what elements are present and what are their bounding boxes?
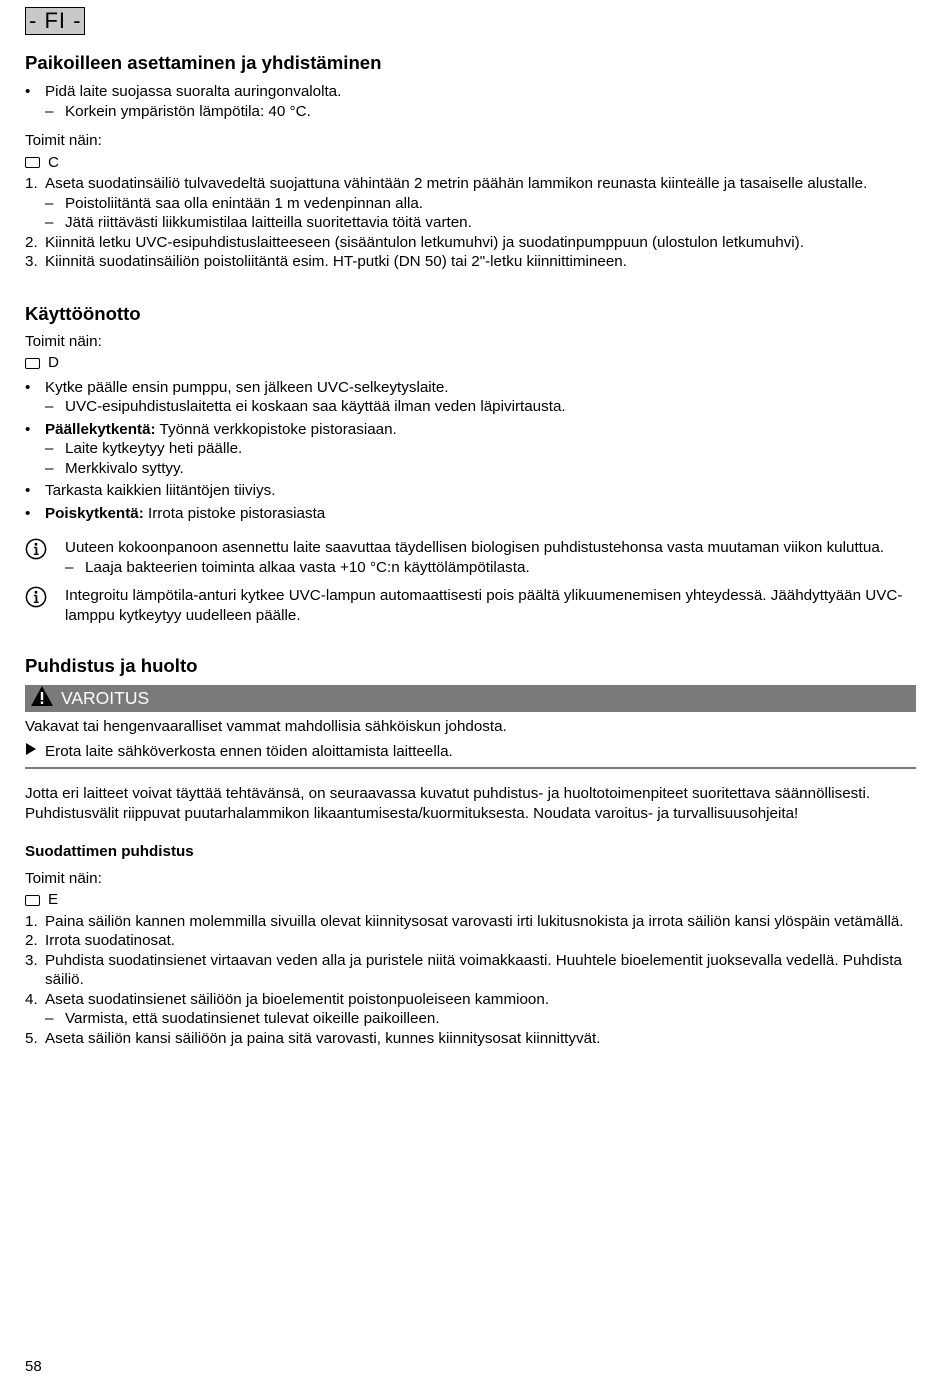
- info-note: [25, 538, 916, 577]
- step-item: [25, 233, 916, 253]
- step-item: [25, 1029, 916, 1049]
- step-number: 4.: [25, 990, 38, 1008]
- figure-reference: [25, 890, 916, 910]
- step-text: Kiinnitä letku UVC-esipuhdistuslaitteeseen (sisääntulon letkumuhvi) ja suodatinpumppuun (ulostulon letkumuhvi).: [45, 233, 804, 251]
- bullet-icon: •: [25, 504, 31, 522]
- warning-label: VAROITUS: [61, 687, 150, 708]
- warning-bar: [25, 685, 916, 712]
- dash-icon: –: [65, 558, 74, 576]
- figure-reference: [25, 153, 916, 173]
- sub-list-item: [25, 102, 916, 122]
- instruction-lead: Toimit näin:: [25, 869, 102, 887]
- figure-label: D: [48, 354, 59, 371]
- language-tab: [25, 7, 916, 35]
- sub-list-item-text: Poistoliitäntä saa olla enintään 1 m vedenpinnan alla.: [65, 194, 423, 212]
- info-text: Uuteen kokoonpanoon asennettu laite saavuttaa täydellisen biologisen puhdistustehonsa vasta muutaman viikon kuluttua.: [65, 539, 884, 556]
- step-item: [25, 252, 916, 272]
- sub-list-item: [25, 439, 916, 459]
- figure-icon: [25, 157, 40, 168]
- bullet-icon: •: [25, 420, 31, 438]
- list-item-text: Kytke päälle ensin pumppu, sen jälkeen UVC-selkeytyslaite.: [45, 378, 449, 396]
- info-icon: [25, 586, 65, 625]
- sub-list-item: [25, 1009, 916, 1029]
- sub-list-item-text: Varmista, että suodatinsienet tulevat oikeille paikoilleen.: [65, 1010, 440, 1027]
- dash-icon: –: [45, 194, 54, 212]
- sub-list-item: [65, 558, 884, 578]
- subsection-title-filter-cleaning: Suodattimen puhdistus: [25, 843, 194, 860]
- step-item: [25, 912, 916, 932]
- list-item-rest: Irrota pistoke pistorasiasta: [143, 504, 326, 522]
- list-item: [25, 481, 916, 501]
- list-item: [25, 82, 916, 102]
- step-item: [25, 951, 916, 990]
- step-text: Aseta säiliön kansi säiliöön ja paina sitä varovasti, kunnes kiinnitysosat kiinnittyvät.: [45, 1029, 601, 1047]
- instruction-lead: Toimit näin:: [25, 132, 102, 149]
- list-item-text: [45, 420, 397, 440]
- bullet-icon: •: [25, 378, 31, 396]
- intro-paragraph: Jotta eri laitteet voivat täyttää tehtävänsä, on seuraavassa kuvatut puhdistus- ja huoltotoimenpiteet suoritettava säännöllisesti. Puhdistusvälit riippuvat puutarhalammikon likaantumisesta/kuormituksesta. Noudata varoitus- ja turvallisuusohjeita!: [25, 785, 871, 822]
- warning-action-text: Erota laite sähköverkosta ennen töiden aloittamista laitteella.: [45, 742, 453, 760]
- dash-icon: –: [45, 398, 54, 415]
- info-text: Integroitu lämpötila-anturi kytkee UVC-lampun automaattisesti pois päältä ylikuumenemisen yhteydessä. Jäähdyttyään UVC-lamppu kytkeytyy uudelleen päälle.: [65, 587, 903, 624]
- sub-list-item-text: Laaja bakteerien toiminta alkaa vasta +10 °C:n käyttölämpötilasta.: [85, 558, 530, 576]
- section-title-installation: Paikoilleen asettaminen ja yhdistäminen: [25, 52, 382, 73]
- sub-list-item-text: Laite kytkeytyy heti päälle.: [65, 440, 243, 457]
- language-label: - FI -: [25, 7, 85, 35]
- arrow-right-icon: [25, 742, 45, 762]
- figure-label: E: [48, 891, 59, 908]
- sub-list-item: [25, 213, 916, 233]
- divider: [25, 767, 916, 769]
- list-item-rest: Työnnä verkkopistoke pistorasiaan.: [155, 420, 397, 438]
- step-number: 3.: [25, 253, 38, 270]
- bold-term: Poiskytkentä:: [45, 504, 144, 522]
- step-number: 5.: [25, 1029, 38, 1047]
- bold-term: Päällekytkentä:: [45, 420, 156, 438]
- dash-icon: –: [45, 440, 54, 457]
- step-text: Aseta suodatinsienet säiliöön ja bioelementit poistonpuoleiseen kammioon.: [45, 990, 550, 1008]
- step-number: 1.: [25, 175, 38, 192]
- warning-icon: [30, 685, 54, 712]
- instruction-lead: Toimit näin:: [25, 332, 102, 350]
- step-number: 2.: [25, 233, 38, 251]
- figure-reference: [25, 353, 916, 373]
- dash-icon: –: [45, 1010, 54, 1027]
- dash-icon: –: [45, 214, 54, 231]
- step-item: [25, 174, 916, 194]
- step-number: 2.: [25, 932, 38, 949]
- step-text: Kiinnitä suodatinsäiliön poistoliitäntä esim. HT-putki (DN 50) tai 2"-letku kiinnittimineen.: [45, 253, 627, 270]
- figure-icon: [25, 895, 40, 906]
- step-text: Paina säiliön kannen molemmilla sivuilla olevat kiinnitysosat varovasti irti lukitusnokista ja irrota säiliön kansi ylöspäin vetämällä.: [45, 912, 904, 930]
- warning-action: [25, 742, 916, 762]
- info-icon: [25, 538, 65, 577]
- sub-list-item-text: Jätä riittävästi liikkumistilaa laitteilla suoritettavia töitä varten.: [65, 214, 472, 231]
- figure-icon: [25, 358, 40, 369]
- step-text: Puhdista suodatinsienet virtaavan veden alla ja puristele niitä voimakkaasti. Huuhtele bioelementit juoksevalla vedellä. Puhdista säiliö.: [45, 951, 902, 988]
- step-item: [25, 931, 916, 951]
- sub-list-item: [25, 397, 916, 417]
- step-number: 1.: [25, 912, 38, 930]
- list-item-text: Tarkasta kaikkien liitäntöjen tiiviys.: [45, 482, 276, 499]
- sub-list-item-text: Korkein ympäristön lämpötila: 40 °C.: [65, 102, 311, 120]
- sub-list-item: [25, 459, 916, 479]
- list-item: [25, 420, 916, 440]
- list-item: [25, 378, 916, 398]
- sub-list-item-text: UVC-esipuhdistuslaitetta ei koskaan saa käyttää ilman veden läpivirtausta.: [65, 398, 566, 415]
- list-item-text: [45, 504, 325, 524]
- step-item: [25, 990, 916, 1010]
- manual-page: [25, 7, 916, 1048]
- list-item-text: Pidä laite suojassa suoralta auringonvalolta.: [45, 83, 342, 100]
- step-number: 3.: [25, 951, 38, 969]
- info-note: [25, 586, 916, 625]
- list-item: [25, 504, 916, 524]
- bullet-icon: •: [25, 83, 31, 100]
- bullet-icon: •: [25, 482, 31, 499]
- page-number: 58: [25, 1358, 42, 1375]
- figure-label: C: [48, 153, 59, 171]
- section-title-maintenance: Puhdistus ja huolto: [25, 655, 198, 676]
- step-text: Aseta suodatinsäiliö tulvavedeltä suojattuna vähintään 2 metrin päähän lammikon reunasta kiinteälle ja tasaiselle alustalle.: [45, 175, 868, 192]
- dash-icon: –: [45, 459, 54, 477]
- warning-text: Vakavat tai hengenvaaralliset vammat mahdollisia sähköiskun johdosta.: [25, 718, 507, 735]
- sub-list-item: [25, 194, 916, 214]
- sub-list-item-text: Merkkivalo syttyy.: [65, 459, 184, 477]
- step-text: Irrota suodatinosat.: [45, 932, 176, 949]
- dash-icon: –: [45, 102, 54, 120]
- section-title-startup: Käyttöönotto: [25, 302, 141, 324]
